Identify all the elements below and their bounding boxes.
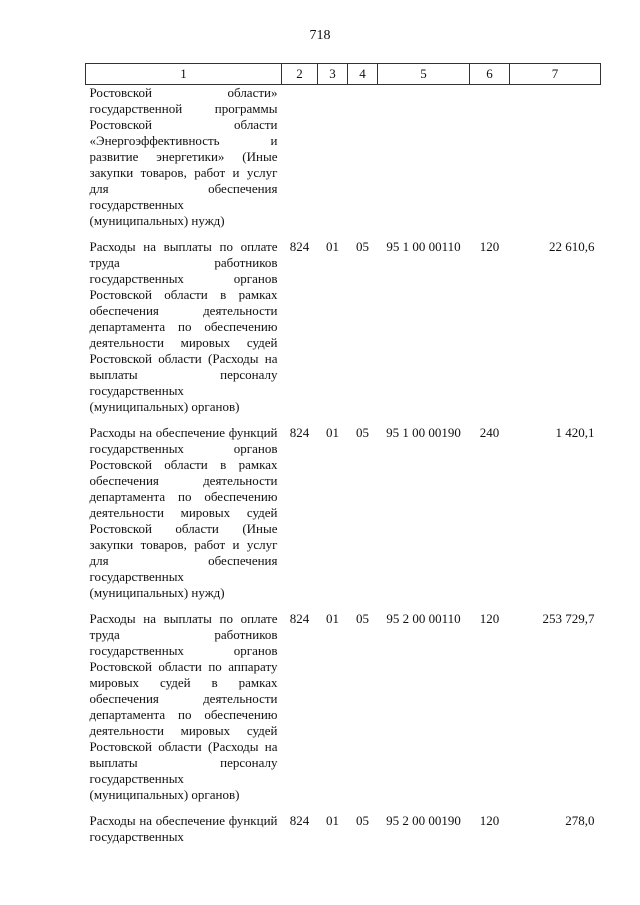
row-target-article: 95 2 00 00110 bbox=[386, 611, 461, 626]
row-expense-type: 120 bbox=[479, 611, 500, 626]
row-expense-type: 240 bbox=[479, 425, 500, 440]
row-amount: 253 729,7 bbox=[542, 611, 595, 626]
row-ministry-code: 824 bbox=[289, 239, 310, 254]
row-ministry-code: 824 bbox=[289, 611, 310, 626]
row-section-code: 01 bbox=[326, 611, 339, 626]
row-subsection-code bbox=[348, 85, 378, 240]
table-row bbox=[86, 813, 601, 855]
header-col-2: 2 bbox=[282, 64, 318, 85]
row-amount: 1 420,1 bbox=[555, 425, 595, 440]
row-description: Ростовской области» государственной программы Ростовской области «Энергоэффективность и развитие энергетики» (Иные закупки товаров, работ и услуг для обеспечения государственных (муниципальных) нужд) bbox=[89, 85, 278, 228]
row-section-code: 01 bbox=[326, 813, 339, 828]
row-target-article: 95 1 00 00110 bbox=[386, 239, 461, 254]
row-target-article: 95 2 00 00190 bbox=[386, 813, 461, 828]
row-subsection-code: 05 bbox=[356, 425, 369, 440]
row-description: Расходы на обеспечение функций государственных bbox=[89, 813, 278, 844]
row-amount bbox=[510, 85, 601, 240]
row-subsection-code: 05 bbox=[356, 239, 369, 254]
table-header-row bbox=[86, 64, 601, 85]
row-expense-type: 120 bbox=[479, 813, 500, 828]
row-target-article bbox=[378, 85, 470, 240]
row-amount: 22 610,6 bbox=[549, 239, 595, 254]
table-row bbox=[86, 239, 601, 425]
row-ministry-code: 824 bbox=[289, 425, 310, 440]
header-col-6: 6 bbox=[470, 64, 510, 85]
table-row bbox=[86, 611, 601, 813]
header-col-4: 4 bbox=[348, 64, 378, 85]
table-row bbox=[86, 425, 601, 611]
row-expense-type bbox=[470, 85, 510, 240]
header-col-3: 3 bbox=[318, 64, 348, 85]
row-amount: 278,0 bbox=[565, 813, 595, 828]
row-subsection-code: 05 bbox=[356, 813, 369, 828]
header-col-5: 5 bbox=[378, 64, 470, 85]
row-target-article: 95 1 00 00190 bbox=[386, 425, 461, 440]
row-ministry-code bbox=[282, 85, 318, 240]
row-section-code: 01 bbox=[326, 239, 339, 254]
row-section-code bbox=[318, 85, 348, 240]
row-description: Расходы на обеспечение функций государственных органов Ростовской области в рамках обеспечения деятельности департамента по обеспечению деятельности мировых судей Ростовской области (Иные закупки товаров, работ и услуг для обеспечения государственных (муниципальных) нужд) bbox=[89, 425, 278, 600]
row-description: Расходы на выплаты по оплате труда работников государственных органов Ростовской области по аппарату мировых судей в рамках обеспечения деятельности департамента по обеспечению деятельности мировых судей Ростовской области (Расходы на выплаты персоналу государственных (муниципальных) органов) bbox=[89, 611, 278, 802]
header-col-1: 1 bbox=[86, 64, 282, 85]
header-col-7: 7 bbox=[510, 64, 601, 85]
budget-table bbox=[85, 63, 601, 855]
row-subsection-code: 05 bbox=[356, 611, 369, 626]
page-number: 718 bbox=[309, 28, 331, 43]
table-row bbox=[86, 85, 601, 240]
row-ministry-code: 824 bbox=[289, 813, 310, 828]
row-description: Расходы на выплаты по оплате труда работников государственных органов Ростовской области в рамках обеспечения деятельности департамента по обеспечению деятельности мировых судей Ростовской области (Расходы на выплаты персоналу государственных (муниципальных) органов) bbox=[89, 239, 278, 414]
row-expense-type: 120 bbox=[479, 239, 500, 254]
row-section-code: 01 bbox=[326, 425, 339, 440]
